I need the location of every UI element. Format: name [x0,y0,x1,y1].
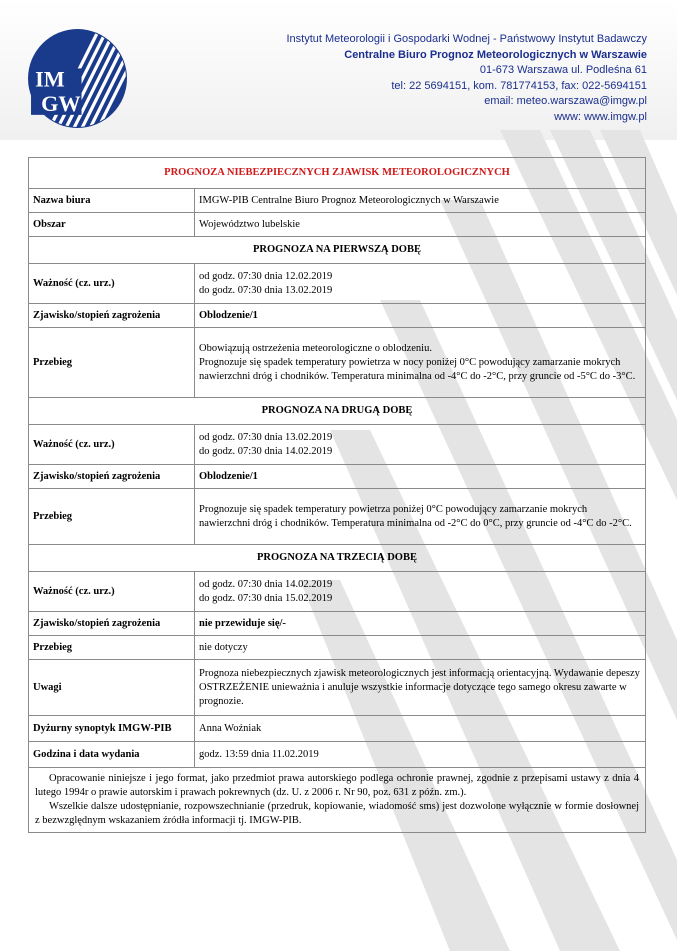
email-link[interactable]: email: meteo.warszawa@imgw.pl [484,95,647,107]
bureau-name: Centralne Biuro Prognoz Meteorologicznych w Warszawie [344,48,647,61]
remarks-label: Uwagi [29,660,195,716]
copyright-paragraph-2: Wszelkie dalsze udostępnianie, rozpowszechnianie (przedruk, kopiowanie, wiadomość sms) jest dozwolone wyłącznie w formie dosłownej z bezwzględnym wskazaniem źródła informacji tj. IMGW-PIB. [35,801,639,826]
day1-validity-from: od godz. 07:30 dnia 12.02.2019 [199,270,333,282]
day1-validity-value [195,264,646,304]
day3-validity-value [195,572,646,612]
issued-value: godz. 13:59 dnia 11.02.2019 [195,742,646,768]
day3-phenomenon-value: nie przewiduje się/- [195,612,646,636]
office-value: IMGW-PIB Centralne Biuro Prognoz Meteorologicznych w Warszawie [195,189,646,213]
title-row [29,158,646,189]
www-link[interactable]: www: www.imgw.pl [554,110,647,123]
day1-course-value [195,328,646,398]
table-row [29,304,646,328]
document-title: PROGNOZA NIEBEZPIECZNYCH ZJAWISK METEOROLOGICZNYCH [29,158,646,189]
day3-validity-to: do godz. 07:30 dnia 15.02.2019 [199,592,333,604]
copyright-notice [29,768,646,833]
table-row [29,660,646,716]
day3-heading: PROGNOZA NA TRZECIĄ DOBĘ [29,545,646,572]
day1-phenomenon-value: Oblodzenie/1 [195,304,646,328]
day2-validity-label: Ważność (cz. urz.) [29,425,195,465]
day3-course-value: nie dotyczy [195,636,646,660]
table-row [29,264,646,304]
table-row [29,612,646,636]
institute-name: Instytut Meteorologii i Gospodarki Wodnej - Państwowy Instytut Badawczy [286,33,647,45]
area-label: Obszar [29,213,195,237]
day3-course-label: Przebieg [29,636,195,660]
remarks-value: Prognoza niebezpiecznych zjawisk meteorologicznych jest informacją orientacyjną. Wydawanie depeszy OSTRZEŻENIE unieważnia i anuluje wszystkie informacje dotyczące tego samego okresu zawarte w prognozie. [195,660,646,716]
footer-row [29,768,646,833]
day1-course-line1: Obowiązują ostrzeżenia meteorologiczne o oblodzeniu. [199,342,432,354]
day3-validity-label: Ważność (cz. urz.) [29,572,195,612]
table-row [29,465,646,489]
copyright-paragraph-1: Opracowanie niniejsze i jego format, jako przedmiot prawa autorskiego podlega ochronie prawnej, zgodnie z przepisami ustawy z dnia 4 lutego 1994r o prawie autorskim i prawach pokrewnych (dz. U. z 2006 r. Nr 90, poz. 631 z późn. zm.). [35,773,639,798]
day1-validity-to: do godz. 07:30 dnia 13.02.2019 [199,284,333,296]
phone: tel: 22 5694151, kom. 781774153, fax: 022-5694151 [391,79,647,92]
day1-course-line2: Prognozuje się spadek temperatury powietrza w nocy poniżej 0°C powodujący zamarzanie mokrych nawierzchni dróg i chodników. Temperatura minimalna od -4°C do -2°C, przy gruncie od -5°C do -3°C. [199,356,636,382]
day2-validity-to: do godz. 07:30 dnia 14.02.2019 [199,445,333,457]
svg-text:GW: GW [41,90,81,116]
forecaster-label: Dyżurny synoptyk IMGW-PIB [29,716,195,742]
table-row [29,636,646,660]
table-row [29,328,646,398]
imgw-logo-icon [27,28,128,129]
table-row [29,716,646,742]
day3-phenomenon-label: Zjawisko/stopień zagrożenia [29,612,195,636]
day3-validity-from: od godz. 07:30 dnia 14.02.2019 [199,578,333,590]
table-row [29,425,646,465]
table-row [29,489,646,545]
institute-info [286,32,647,125]
day1-phenomenon-label: Zjawisko/stopień zagrożenia [29,304,195,328]
forecast-document [28,157,646,833]
forecaster-value: Anna Woźniak [195,716,646,742]
day2-validity-value [195,425,646,465]
day2-course-value: Prognozuje się spadek temperatury powietrza poniżej 0°C powodujący zamarzanie mokrych nawierzchni dróg i chodników. Temperatura minimalna od -2°C do 0°C, przy gruncie od -4°C do -2°C. [195,489,646,545]
day2-phenomenon-value: Oblodzenie/1 [195,465,646,489]
day2-phenomenon-label: Zjawisko/stopień zagrożenia [29,465,195,489]
day2-heading: PROGNOZA NA DRUGĄ DOBĘ [29,398,646,425]
issued-label: Godzina i data wydania [29,742,195,768]
day1-heading: PROGNOZA NA PIERWSZĄ DOBĘ [29,237,646,264]
day2-validity-from: od godz. 07:30 dnia 13.02.2019 [199,431,333,443]
day1-validity-label: Ważność (cz. urz.) [29,264,195,304]
table-row [29,189,646,213]
forecast-table [28,157,646,833]
table-row [29,572,646,612]
table-row [29,213,646,237]
area-value: Województwo lubelskie [195,213,646,237]
office-label: Nazwa biura [29,189,195,213]
letterhead [0,0,677,140]
svg-text:IM: IM [35,66,65,92]
day1-course-label: Przebieg [29,328,195,398]
table-row [29,742,646,768]
day2-course-label: Przebieg [29,489,195,545]
address: 01-673 Warszawa ul. Podleśna 61 [479,64,647,76]
